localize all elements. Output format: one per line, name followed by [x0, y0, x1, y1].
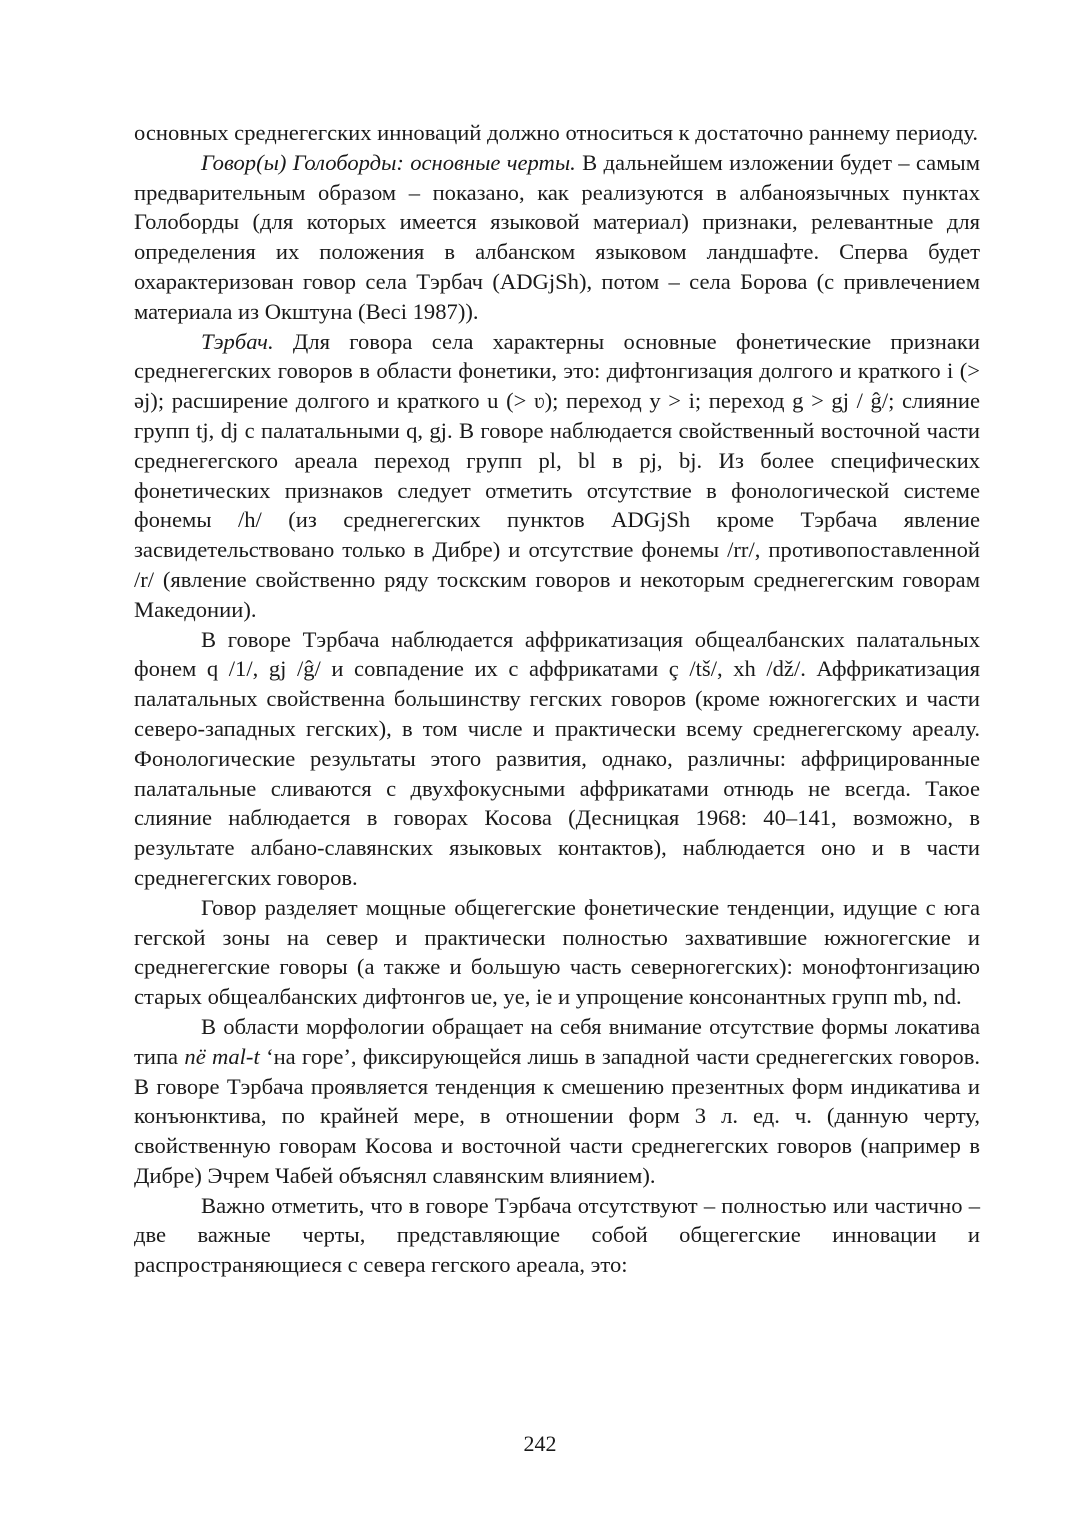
paragraph-terbach — [134, 327, 980, 625]
paragraph-morphology — [134, 1012, 980, 1191]
example-form: në mal-t — [184, 1043, 260, 1069]
paragraph-text: В дальнейшем изложении будет – самым предварительным образом – показано, как реализуются в албаноязычных пунктах Голоборды (для которых имеется языковой материал) признаки, релевантные для определения их положения в албанском языковом ландшафте. Сперва будет охарактеризован говор села Тэрбач (ADGjSh), потом – села Борова (с привлечением материала из Окштуна (Beci 1987)). — [134, 149, 980, 324]
section-heading-terbach: Тэрбач. — [201, 328, 274, 354]
page-number: 242 — [523, 1431, 557, 1456]
paragraph-text: В области морфологии обращает на себя внимание отсутствие формы локатива типа — [134, 1013, 980, 1069]
paragraph-continuation: основных среднегегских инноваций должно относиться к достаточно раннему периоду. — [134, 120, 979, 145]
paragraph-holoborda-features — [134, 148, 980, 327]
paragraph-text: ‘на горе’, фиксирующейся лишь в западной части среднегегских говоров. В говоре Тэрбача проявляется тенденция к смешению презентных форм индикатива и конъюнктива, по крайней мере, в отношении форм 3 л. ед. ч. (данную черту, свойственную говорам Косова и восточной части среднегегских говоров (например в Дибре) Эчрем Чабей объяснял славянским влиянием). — [134, 1043, 981, 1188]
paragraph-absent-features: Важно отметить, что в говоре Тэрбача отсутствуют – полностью или частично – две важные черты, представляющие собой общегегские инновации и распространяющиеся с севера гегского ареала, это: — [134, 1192, 980, 1278]
paragraph-text: Для говора села характерны основные фонетические признаки среднегегских говоров в области фонетики, это: дифтонгизация долгого и краткого i (> əj); расширение долгого и краткого u (> ʋ); переход y > i; переход g > gj / ĝ/; слияние групп tj, dj с палатальными q, gj. В говоре наблюдается свойственный восточной части среднегегского ареала переход групп pl, bl в pj, bj. Из более специфических фонетических признаков следует отметить отсутствие в фонологической системе фонемы /h/ (из среднегегских пунктов ADGjSh кроме Тэрбача явление засвидетельствовано только в Дибре) и отсутствие фонемы /rr/, противопоставленной /r/ (явление свойственно ряду тоскским говоров и некоторым среднегегским говорам Македонии). — [134, 328, 980, 622]
section-heading-holoborda: Говор(ы) Голоборды: основные черты. — [201, 149, 576, 175]
paragraph-affricatization: В говоре Тэрбача наблюдается аффрикатизация общеалбанских палатальных фонем q /1/, gj /ĝ/ и совпадение их с аффрикатами ç /tš/, xh /dž/. Аффрикатизация палатальных свойственна большинству гегских говоров (кроме южногегских и части северо-западных гегских), в том числе и практически всему среднегегскому ареалу. Фонологические результаты этого развития, однако, различны: аффрицированные палатальные сливаются с двухфокусными аффрикатами отнюдь не всегда. Такое слияние наблюдается в говорах Косова (Десницкая 1968: 40–141, возможно, в результате албано-славянских языковых контактов), наблюдается оно и в части среднегегских говоров. — [134, 626, 980, 890]
page-body — [134, 118, 980, 1280]
paragraph-gheg-tendencies: Говор разделяет мощные общегегские фонетические тенденции, идущие с юга гегской зоны на север и практически полностью захватившие южногегские и среднегегские говоры (а также и большую часть северногегских): монофтонгизацию старых общеалбанских дифтонгов ue, ye, ie и упрощение консонантных групп mb, nd. — [134, 894, 980, 1010]
